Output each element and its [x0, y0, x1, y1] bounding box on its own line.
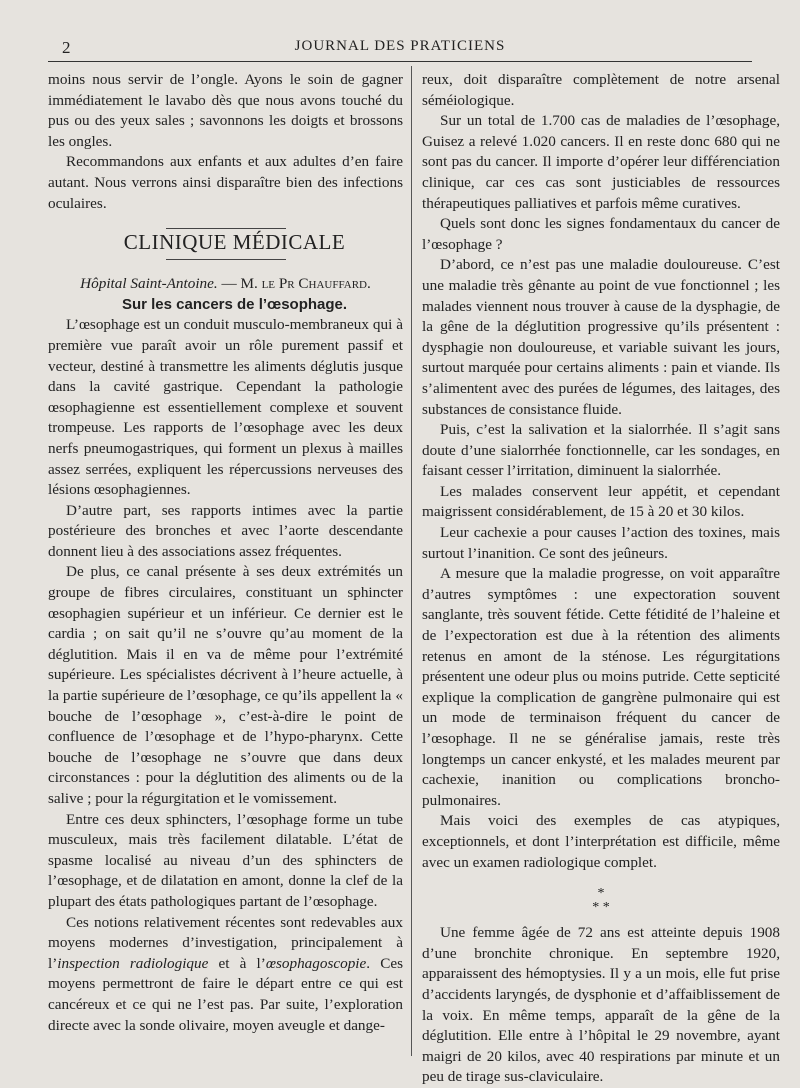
paragraph: Sur un total de 1.700 cas de maladies de l’œsophage, Guisez a relevé 1.020 cancers. Il en reste donc 680 qui ne sont pas du cancer. Il importe d’opérer leur différenciation clinique, car ces cas sont justiciables de ressources thérapeutiques palliatives et parfois même curatives. — [422, 112, 780, 212]
text-run: et à l’ — [208, 954, 266, 972]
paragraph: Mais voici des exemples de cas atypiques, exceptionnels, et dont l’interprétation est difficile, même avec un examen radiologique complet. — [422, 812, 780, 871]
text-run: . Ces moyens permettront de faire le départ entre ce qui est cancéreux et ce qui ne l’est pas. Par suite, l’exploration directe avec la sonde olivaire, moyen aveugle et dange- — [48, 954, 403, 1034]
article-subtitle: Sur les cancers de l’œsophage. — [121, 295, 348, 313]
paragraph: Une femme âgée de 72 ans est atteinte depuis 1908 d’une bronchite chronique. En septembre 1920, apparaissent des hémoptysies. Il y a un mois, elle fut prise d’accidents laryngés, de dysphonie et d’affaiblissement de la voix. En même temps, apparaît de la gêne de la déglutition. Elle entre à l’hôpital le 29 novembre, ayant maigri de 20 kilos, avec 40 respirations par minute et un peu de tirage sus-claviculaire. — [422, 924, 780, 1086]
paragraph: D’abord, ce n’est pas une maladie douloureuse. C’est une maladie très gênante au point de vue fonctionnel ; les malades viennent nous trouver à cause de la dysphagie, de la gêne de la déglutition progressive qu’ils présentent : dysphagie non douloureuse, et variable suivant les jours, surtout marquée pour certains aliments : pain et viande. Ils s’alimentent avec des purées de légumes, des laitages, des substances de consistance fluide. — [422, 256, 780, 418]
byline-hospital: Hôpital Saint-Antoine. — [80, 275, 218, 293]
byline-author: — M. le Pr Chauffard. — [217, 275, 371, 293]
asterism-separator — [422, 887, 780, 915]
text-run: Ces notions relativement récentes sont redevables aux moyens modernes d’investigation, principalement à l’ — [48, 913, 403, 972]
column-divider — [411, 66, 412, 1056]
paragraph: D’autre part, ses rapports intimes avec la partie postérieure des bronches et avec l’aorte descendante donnent lieu à des associations assez fréquentes. — [48, 501, 403, 560]
paragraph: De plus, ce canal présente à ses deux extrémités un groupe de fibres circulaires, constituant un sphincter œsophagien supérieur et un inférieur. Ce dernier est le cardia ; on sait qu’il ne s’ouvre qu’au moment de la déglutition. Mais il en va de même pour l’extrémité supérieure. Les spécialistes décrivent à l’heure actuelle, à la partie supérieure de l’œsophage, ce qu’ils appellent la « bouche de l’œsophage », c’est-à-dire le point de confluence de l’œsophage et de l’hypo-pharynx. Cette bouche de l’œsophage ne s’ouvre que dans deux circonstances : pour la déglutition des aliments ou de la salive ; pour la régurgitation et le vomissement. — [48, 563, 403, 807]
emphasis: inspection radiologique — [57, 954, 209, 972]
paragraph: moins nous servir de l’ongle. Ayons le soin de gagner immédiatement le lavabo dès que nous avons touché du pus ou des yeux sales ; savonnons les doigts et brossons les ongles. — [48, 71, 403, 150]
paragraph — [48, 913, 403, 1037]
paragraph: Recommandons aux enfants et aux adultes d’en faire autant. Nous verrons ainsi disparaître bien des infections oculaires. — [48, 153, 403, 212]
paragraph: Entre ces deux sphincters, l’œsophage forme un tube musculeux, mais très facilement dilatable. L’état de spasme localisé au niveau d’un des sphincters de l’œsophage, et de dilatation en amont, donne la clef de la plupart des états pathologiques partant de l’œsophage. — [48, 810, 403, 910]
article-byline — [48, 274, 403, 295]
right-column — [422, 70, 780, 1088]
paragraph: reux, doit disparaître complètement de notre arsenal séméiologique. — [422, 71, 780, 109]
running-title: JOURNAL DES PRATICIENS — [294, 38, 506, 54]
section-rule — [166, 259, 286, 260]
page-number: 2 — [62, 38, 72, 57]
asterism-bottom: * * — [592, 900, 610, 916]
paragraph: Les malades conservent leur appétit, et cependant maigrissent considérablement, de 15 à 20 et 30 kilos. — [422, 482, 780, 521]
paragraph: Puis, c’est la salivation et la sialorrhée. Il s’agit sans doute d’une sialorrhée fonctionnelle, car les sondages, en faisant cesser l’irritation, diminuent la sialorrhée. — [422, 421, 780, 480]
asterism-top: * — [597, 886, 605, 902]
section-title: CLINIQUE MÉDICALE — [123, 230, 346, 255]
emphasis: œsophagoscopie — [265, 954, 367, 972]
paragraph: Quels sont donc les signes fondamentaux du cancer de l’œsophage ? — [422, 215, 780, 253]
paragraph: A mesure que la maladie progresse, on voit apparaître d’autres symptômes : une expectoration souvent sanglante, très souvent fétide. Cette fétidité de l’haleine et de l’expectoration est due à la rétention des aliments retenus en amont de la sténose. Les régurgitations présentent une odeur plus ou moins putride. Cette septicité explique la complication de gangrène pulmonaire qui est un mode de terminaison fréquent du cancer de l’œsophage. Il ne se généralise jamais, reste très longtemps un cancer enkysté, et les malades meurent par cachexie, inanition ou complications broncho-pulmonaires. — [422, 565, 780, 809]
header-rule — [48, 61, 752, 62]
paragraph: Leur cachexie a pour causes l’action des toxines, mais surtout l’inanition. Ce sont des jeûneurs. — [422, 524, 780, 562]
left-column — [48, 70, 403, 1036]
paragraph: L’œsophage est un conduit musculo-membraneux qui à première vue paraît avoir un rôle purement passif et vecteur, destiné à transmettre les aliments déglutis jusque dans la cavité gastrique. Cependant la pathologie œsophagienne est essentiellement complexe et souvent trompeuse. Les rapports de l’œsophage avec les deux nerfs pneumogastriques, qui forment un plexus à mailles assez serrées, expliquent les répercussions nerveuses des lésions œsophagiennes. — [48, 316, 403, 499]
page-header — [48, 36, 752, 58]
